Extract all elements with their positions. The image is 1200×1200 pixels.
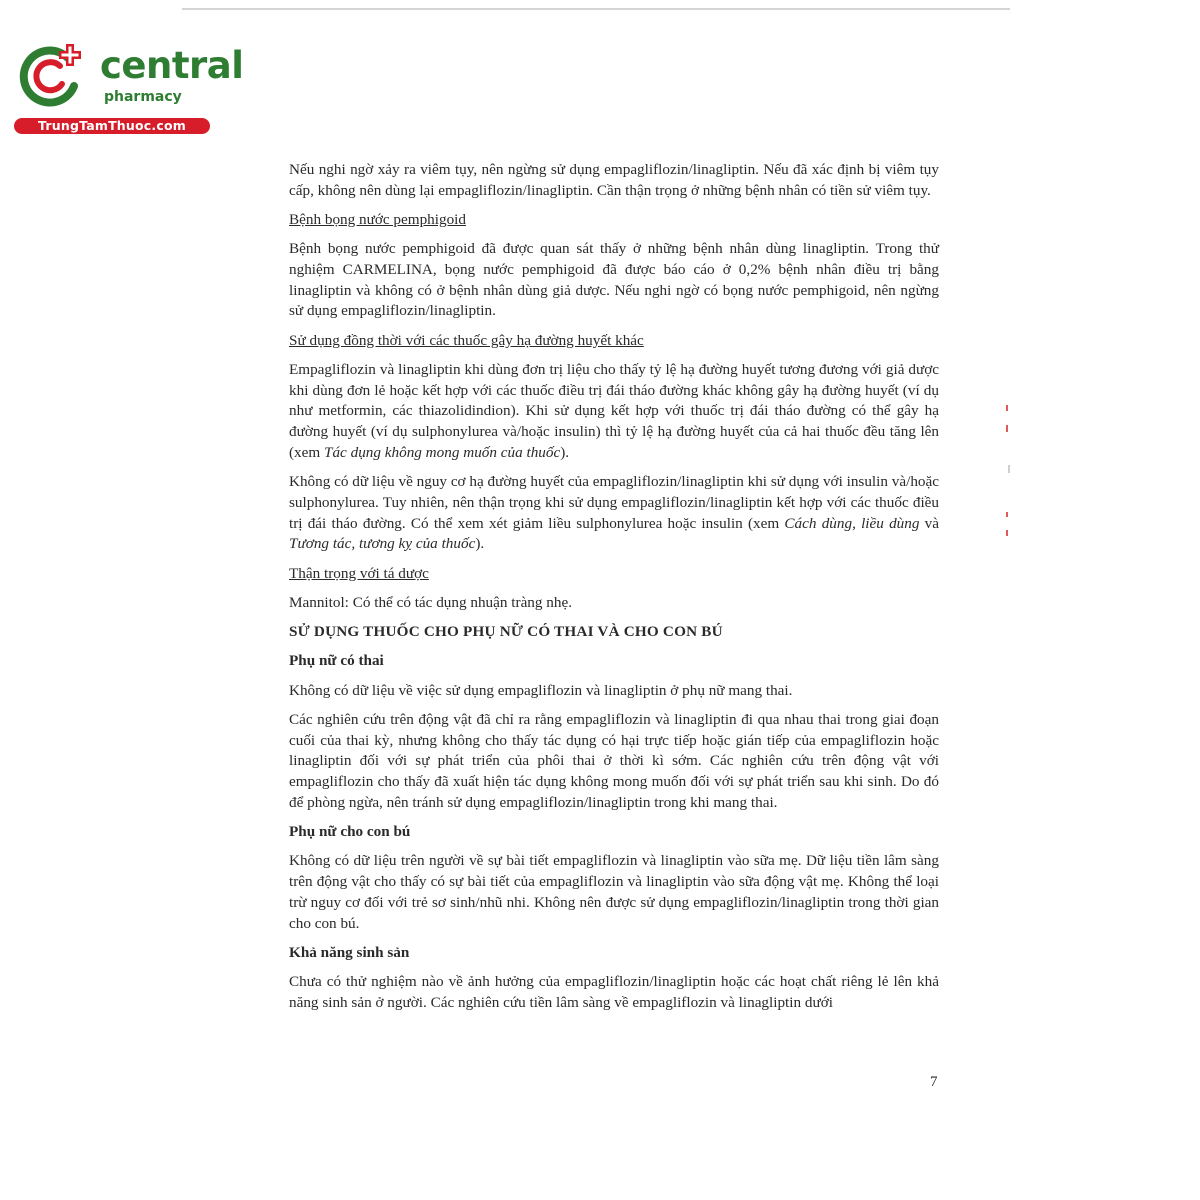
top-rule (182, 8, 1010, 10)
page-number: 7 (930, 1074, 938, 1090)
heading-fertility: Khả năng sinh sản (289, 943, 410, 961)
scan-mark (1006, 425, 1008, 432)
paragraph-hypoglycemia (289, 360, 939, 464)
paragraph-fertility: Chưa có thử nghiệm nào về ảnh hưởng của empagliflozin/linagliptin hoặc các hoạt chất riêng lẻ lên khả năng sinh sản ở người. Các nghiên cứu tiền lâm sàng về empagliflozin và linagliptin dưới (289, 973, 939, 1011)
heading-pregnant-women: Phụ nữ có thai (289, 652, 384, 670)
heading-pemphigoid: Bệnh bọng nước pemphigoid (289, 211, 466, 228)
paragraph-breastfeeding: Không có dữ liệu trên người về sự bài tiết empagliflozin và linagliptin vào sữa mẹ. Dữ liệu tiền lâm sàng trên động vật cho thấy có sự bài tiết của empagliflozin và linagliptin vào sữa động vật mẹ. Không thể loại trừ nguy cơ đối với trẻ sơ sinh/nhũ nhi. Không nên được sử dụng empagliflozin/linagliptin trong thời gian cho con bú. (289, 852, 939, 932)
scan-mark (1008, 465, 1010, 473)
logo-brand-text: central (100, 44, 244, 87)
text-run: và (919, 514, 940, 532)
paragraph-pregnancy-data: Không có dữ liệu về việc sử dụng empagliflozin và linagliptin ở phụ nữ mang thai. (289, 681, 793, 699)
text-run: ). (560, 443, 570, 461)
scan-mark (1006, 405, 1008, 411)
pharmacy-cross-icon (12, 38, 88, 114)
heading-excipients: Thận trọng với tá dược (289, 564, 429, 582)
heading-hypoglycemia: Sử dụng đồng thời với các thuốc gây hạ đường huyết khác (289, 331, 644, 349)
paragraph-insulin-risk (289, 472, 939, 555)
central-pharmacy-logo[interactable] (12, 38, 244, 138)
heading-breastfeeding: Phụ nữ cho con bú (289, 823, 411, 841)
text-run: ). (475, 535, 485, 553)
text-run: Empagliflozin và linagliptin khi dùng đơn trị liệu cho thấy tỷ lệ hạ đường huyết tương đương với giả dược khi dùng đơn lẻ hoặc kết hợp với các thuốc điều trị đái tháo đường khác không gây hạ đường huyết (ví dụ như metformin, các thiazolidindion). Khi sử dụng kết hợp với thuốc trị đái tháo đường có thể gây hạ đường huyết (ví dụ sulphonylurea và/hoặc insulin) thì tỷ lệ hạ đường huyết của cả hai thuốc đều tăng lên (xem (289, 361, 939, 461)
paragraph-animal-studies: Các nghiên cứu trên động vật đã chỉ ra rằng empagliflozin và linagliptin đi qua nhau thai trong giai đoạn cuối của thai kỳ, nhưng không cho thấy tác dụng có hại trực tiếp hoặc gián tiếp của empagliflozin hoặc linagliptin đối với sự phát triển của phôi thai ở thời kì sớm. Các nghiên cứu trên động vật với empagliflozin cho thấy đã xuất hiện tác dụng không mong muốn đối với sự phát triển sau khi sinh. Do đó để phòng ngừa, nên tránh sử dụng empagliflozin/linagliptin trong khi mang thai. (289, 711, 939, 811)
cross-reference: Tương tác, tương kỵ của thuốc (289, 535, 476, 553)
text-run: Không có dữ liệu về nguy cơ hạ đường huyết của empagliflozin/linagliptin khi sử dụng với insulin và/hoặc sulphonylurea. Tuy nhiên, nên thận trọng khi sử dụng empagliflozin/linagliptin kết hợp với các thuốc điều trị đái tháo đường. Có thể xem xét giảm liều sulphonylurea hoặc insulin (xem (289, 473, 939, 532)
cross-reference: Tác dụng không mong muốn của thuốc (324, 443, 561, 461)
paragraph-pancreatitis: Nếu nghi ngờ xảy ra viêm tụy, nên ngừng sử dụng empagliflozin/linagliptin. Nếu đã xác định bị viêm tụy cấp, không nên dùng lại empagliflozin/linagliptin. Cần thận trọng ở những bệnh nhân có tiền sử viêm tụy. (289, 161, 939, 199)
document-body (289, 160, 939, 1022)
paragraph-mannitol: Mannitol: Có thể có tác dụng nhuận tràng nhẹ. (289, 593, 573, 611)
section-heading-pregnancy-lactation: SỬ DỤNG THUỐC CHO PHỤ NỮ CÓ THAI VÀ CHO CON BÚ (289, 623, 723, 641)
scan-mark (1006, 530, 1008, 536)
scan-mark (1006, 512, 1008, 517)
paragraph-pemphigoid: Bệnh bọng nước pemphigoid đã được quan sát thấy ở những bệnh nhân dùng linagliptin. Trong thử nghiệm CARMELINA, bọng nước pemphigoid đã được báo cáo ở 0,2% bệnh nhân điều trị bằng linagliptin và không có ở bệnh nhân dùng giả dược. Nếu nghi ngờ có bọng nước pemphigoid, nên ngừng sử dụng empagliflozin/linagliptin. (289, 240, 939, 320)
cross-reference: Cách dùng, liều dùng (784, 514, 920, 532)
logo-subtitle: pharmacy (104, 89, 182, 105)
logo-site-band: TrungTamThuoc.com (14, 118, 210, 134)
